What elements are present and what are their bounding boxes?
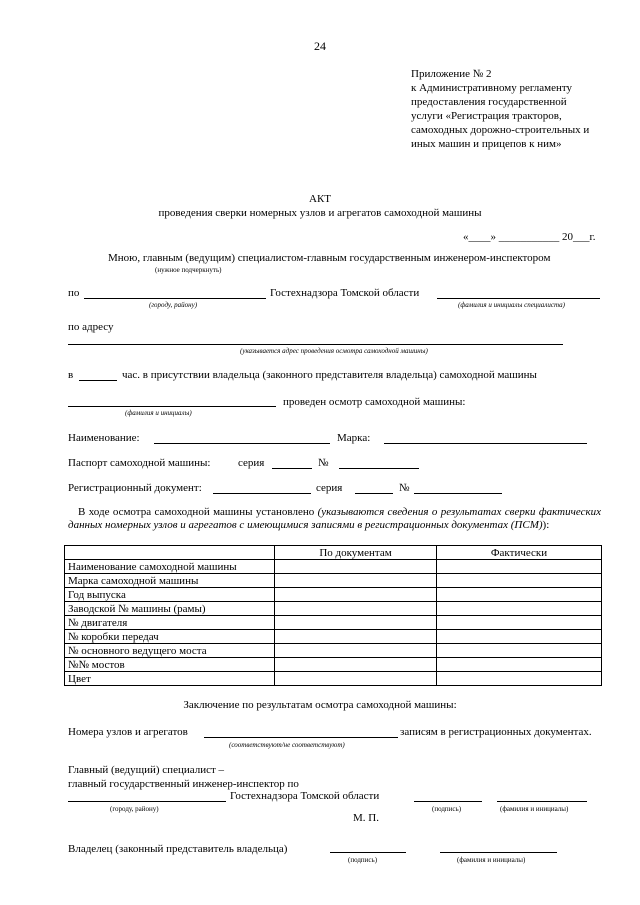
cell-actual <box>437 574 602 588</box>
records-text: записям в регистрационных документах. <box>400 726 592 738</box>
cell-documents <box>275 574 437 588</box>
cell-documents <box>275 658 437 672</box>
page-number: 24 <box>314 39 326 53</box>
cell-actual <box>437 672 602 686</box>
passport-series-label: серия <box>238 457 265 469</box>
table-row <box>65 588 602 602</box>
gostech-text: Гостехнадзора Томской области <box>270 287 420 299</box>
table-row <box>65 560 602 574</box>
hint-city-2: (городу, району) <box>110 805 159 813</box>
date-line: «____» ___________ 20___г. <box>463 231 596 243</box>
cell-actual <box>437 630 602 644</box>
cell-documents <box>275 644 437 658</box>
cell-actual <box>437 560 602 574</box>
passport-number-label: № <box>318 457 329 469</box>
cell-actual <box>437 616 602 630</box>
finding-tail: ): <box>542 519 550 531</box>
intro-hint: (нужное подчеркнуть) <box>155 266 222 274</box>
row-label: № коробки передач <box>65 630 275 644</box>
appendix-line: самоходных дорожно-строительных и <box>411 124 590 136</box>
finding-paragraph <box>68 506 601 532</box>
chief-city-field <box>68 801 226 802</box>
chief-fio-field <box>497 801 587 802</box>
specialist-name-field <box>437 298 600 299</box>
document-subtitle: проведения сверки номерных узлов и агрегатов самоходной машины <box>158 207 482 219</box>
appendix-line: услуги «Регистрация тракторов, <box>411 110 562 122</box>
table-row <box>65 644 602 658</box>
hint-signature-2: (подпись) <box>348 856 378 864</box>
table-row <box>65 602 602 616</box>
table-header-empty <box>65 546 275 560</box>
cell-actual <box>437 644 602 658</box>
time-prefix: в <box>68 369 74 381</box>
table-row <box>65 630 602 644</box>
document-title: АКТ <box>309 193 331 205</box>
chief-signature-field <box>414 801 482 802</box>
cell-documents <box>275 616 437 630</box>
intro-text: Мною, главным (ведущим) специалистом-главным государственным инженером-инспектором <box>108 252 551 264</box>
table-header-actual: Фактически <box>437 546 602 560</box>
reg-series-label: серия <box>316 482 343 494</box>
row-label: Заводской № машины (рамы) <box>65 602 275 616</box>
row-label: Год выпуска <box>65 588 275 602</box>
brand-label: Марка: <box>337 432 371 444</box>
owner-fio-field <box>68 406 276 407</box>
brand-field <box>384 443 587 444</box>
cell-documents <box>275 560 437 574</box>
by-prefix: по <box>68 287 80 299</box>
hint-city: (городу, району) <box>149 301 198 309</box>
numbers-label: Номера узлов и агрегатов <box>68 726 188 738</box>
chief-line-1: Главный (ведущий) специалист – <box>68 764 225 776</box>
appendix-line: иных машин и прицепов к ним» <box>411 138 562 150</box>
hint-match: (соответствуют/не соответствуют) <box>229 741 345 749</box>
cell-documents <box>275 602 437 616</box>
inspection-done-text: проведен осмотр самоходной машины: <box>283 396 466 408</box>
row-label: Наименование самоходной машины <box>65 560 275 574</box>
reg-number-field <box>414 493 502 494</box>
row-label: Марка самоходной машины <box>65 574 275 588</box>
hint-fio: (фамилия и инициалы) <box>125 409 192 417</box>
hint-address: (указывается адрес проведения осмотра самоходной машины) <box>240 347 428 355</box>
passport-label: Паспорт самоходной машины: <box>68 457 211 469</box>
owner-fio-field <box>440 852 557 853</box>
table-header-row <box>65 546 602 560</box>
table-row <box>65 616 602 630</box>
hint-fio-2: (фамилия и инициалы) <box>500 805 569 813</box>
owner-signature-field <box>330 852 406 853</box>
name-label: Наименование: <box>68 432 140 444</box>
reg-series-field <box>355 493 393 494</box>
time-field <box>79 380 117 381</box>
table-row <box>65 672 602 686</box>
appendix-line: к Административному регламенту <box>411 82 573 94</box>
hint-fio-3: (фамилия и инициалы) <box>457 856 526 864</box>
city-field <box>84 298 266 299</box>
reg-number-label: № <box>399 482 410 494</box>
address-field <box>68 344 563 345</box>
cell-documents <box>275 630 437 644</box>
table-header-documents: По документам <box>275 546 437 560</box>
stamp-place: М. П. <box>353 812 379 824</box>
table-row <box>65 574 602 588</box>
table-row <box>65 658 602 672</box>
cell-actual <box>437 602 602 616</box>
row-label: Цвет <box>65 672 275 686</box>
comparison-table <box>64 545 602 686</box>
match-field <box>204 737 398 738</box>
finding-hint: (указываются сведения о результатах сверки фактических данных номерных узлов и агрегатов с имеющимися записями в регистрационных документах (ПСМ) <box>68 506 602 531</box>
cell-documents <box>275 672 437 686</box>
passport-series-field <box>272 468 312 469</box>
reg-doc-field <box>213 493 311 494</box>
appendix-line: Приложение № 2 <box>411 68 492 80</box>
finding-intro: В ходе осмотра самоходной машины установлено <box>78 506 315 518</box>
passport-number-field <box>339 468 419 469</box>
chief-gostech: Гостехнадзора Томской области <box>230 790 380 802</box>
chief-line-2: главный государственный инженер-инспектор по <box>68 778 299 790</box>
row-label: № основного ведущего моста <box>65 644 275 658</box>
owner-label: Владелец (законный представитель владельца) <box>68 843 288 855</box>
time-text: час. в присутствии владельца (законного представителя владельца) самоходной машины <box>122 369 537 381</box>
cell-documents <box>275 588 437 602</box>
conclusion-title: Заключение по результатам осмотра самоходной машины: <box>183 699 457 711</box>
reg-doc-label: Регистрационный документ: <box>68 482 202 494</box>
appendix-line: предоставления государственной <box>411 96 567 108</box>
hint-signature: (подпись) <box>432 805 462 813</box>
cell-actual <box>437 658 602 672</box>
name-field <box>154 443 330 444</box>
row-label: №№ мостов <box>65 658 275 672</box>
address-label: по адресу <box>68 321 114 333</box>
cell-actual <box>437 588 602 602</box>
row-label: № двигателя <box>65 616 275 630</box>
hint-specialist-name: (фамилия и инициалы специалиста) <box>458 301 565 309</box>
